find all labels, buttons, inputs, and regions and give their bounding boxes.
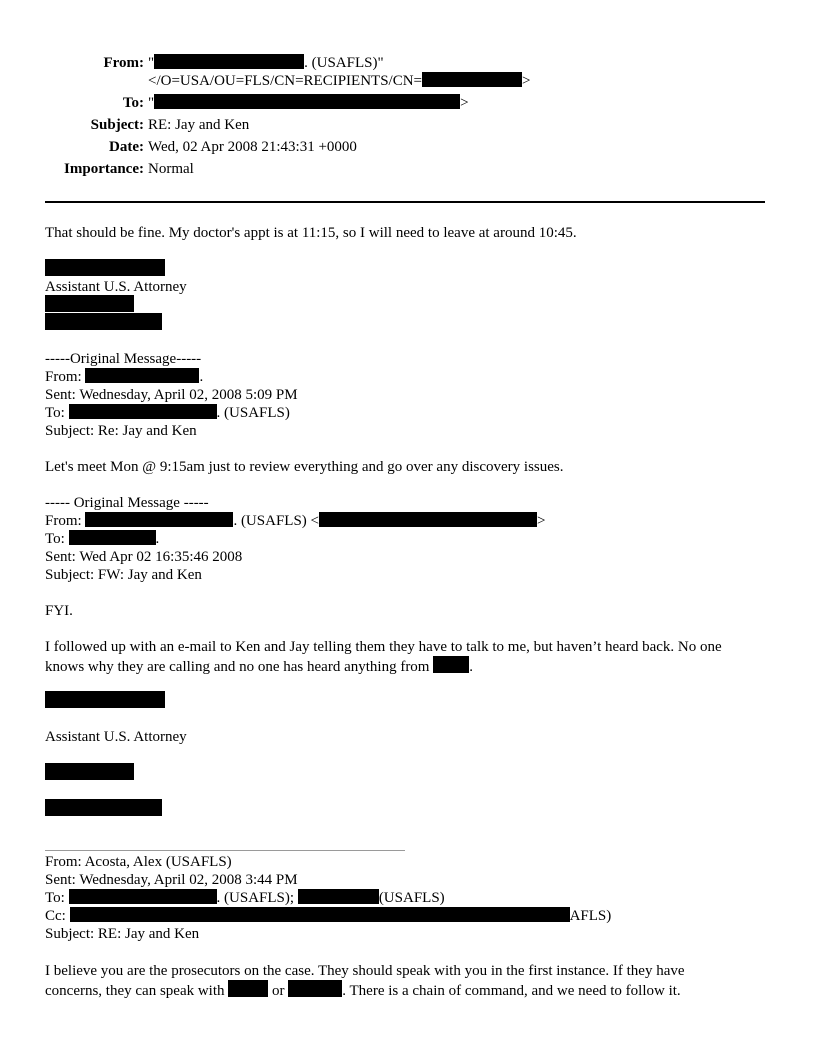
- to-suffix: >: [460, 95, 469, 111]
- signature-line-redacted: [45, 799, 162, 819]
- redaction-block: [154, 94, 460, 109]
- header-date-row: [0, 138, 816, 156]
- to-label: To:: [122, 95, 144, 111]
- redaction-block: [45, 691, 165, 708]
- msg2-fyi: FYI.: [45, 603, 73, 619]
- msg3-text-line2-prefix: concerns, they can speak with: [45, 983, 229, 999]
- msg1-to-label: To:: [45, 405, 69, 421]
- msg2-text-line2-prefix: knows why they are calling and no one has heard anything from: [45, 659, 434, 675]
- redaction-block: [319, 512, 537, 527]
- msg2-to: [45, 530, 159, 548]
- from-quote: ": [148, 55, 155, 71]
- header-importance-row: [0, 160, 816, 178]
- redaction-block: [422, 72, 522, 87]
- header-from-row: [0, 54, 816, 72]
- redaction-block: [45, 259, 165, 276]
- msg2-to-label: To:: [45, 531, 69, 547]
- signature-line-redacted: [45, 295, 134, 315]
- header-to-row: [0, 94, 816, 112]
- msg1-text: Let's meet Mon @ 9:15am just to review everything and go over any discovery issues.: [45, 459, 564, 475]
- msg1-from-suffix: .: [199, 369, 204, 385]
- redaction-block: [45, 313, 162, 330]
- importance-label: Importance:: [64, 161, 144, 177]
- redaction-block: [85, 368, 199, 383]
- header-subject-row: [0, 116, 816, 134]
- msg3-subject: Subject: RE: Jay and Ken: [45, 926, 200, 942]
- msg3-cc-end: AFLS): [569, 908, 612, 924]
- reply-text: That should be fine. My doctor's appt is at 11:15, so I will need to leave at around 10:45.: [45, 225, 577, 241]
- msg1-sent: Sent: Wednesday, April 02, 2008 5:09 PM: [45, 387, 298, 403]
- redaction-block: [85, 512, 233, 527]
- msg2-to-suffix: .: [155, 531, 160, 547]
- msg2-text-line1: I followed up with an e-mail to Ken and Jay telling them they have to talk to me, but haven’t heard back. No one: [45, 639, 722, 655]
- redaction-block: [298, 889, 379, 904]
- msg3-text-line2-suffix: . There is a chain of command, and we need to follow it.: [342, 983, 681, 999]
- to-quote: ": [148, 95, 155, 111]
- redaction-block: [69, 404, 217, 419]
- msg3-to-end: (USAFLS): [378, 890, 445, 906]
- from-org: . (USAFLS)": [304, 55, 384, 71]
- msg2-from-org: . (USAFLS) <: [233, 513, 319, 529]
- msg3-to-org: . (USAFLS);: [216, 890, 298, 906]
- redaction-block: [45, 763, 134, 780]
- date-label: Date:: [109, 139, 144, 155]
- msg2-from-end: >: [537, 513, 546, 529]
- msg3-text-line2-mid: or: [268, 983, 289, 999]
- signature-title: Assistant U.S. Attorney: [45, 729, 187, 745]
- msg3-text-line1: I believe you are the prosecutors on the case. They should speak with you in the first instance. If they have: [45, 963, 685, 979]
- signature-title: Assistant U.S. Attorney: [45, 279, 187, 295]
- msg1-from-label: From:: [45, 369, 86, 385]
- msg2-subject: Subject: FW: Jay and Ken: [45, 567, 202, 583]
- msg3-cc-label: Cc:: [45, 908, 70, 924]
- redaction-block: [69, 889, 217, 904]
- msg2-text-line2: [45, 656, 473, 676]
- redaction-block: [70, 907, 570, 922]
- to-value: [148, 94, 469, 112]
- signature-name-redacted: [45, 259, 165, 279]
- msg1-from: [45, 368, 203, 386]
- msg3-to: [45, 889, 445, 907]
- redaction-block: [45, 799, 162, 816]
- msg3-from: From: Acosta, Alex (USAFLS): [45, 854, 232, 870]
- original-message-divider: ----- Original Message -----: [45, 495, 209, 511]
- from-value: [148, 54, 384, 72]
- redaction-block: [288, 980, 342, 997]
- redaction-block: [433, 656, 469, 673]
- msg3-text-line2: [45, 980, 681, 1000]
- redaction-block: [45, 295, 134, 312]
- subject-label: Subject:: [90, 117, 144, 133]
- original-message-divider: -----Original Message-----: [45, 351, 202, 367]
- msg2-from-label: From:: [45, 513, 86, 529]
- from-label: From:: [103, 55, 144, 71]
- signature-line-redacted: [45, 313, 162, 333]
- msg1-to-suffix: . (USAFLS): [216, 405, 290, 421]
- redaction-block: [69, 530, 156, 545]
- header-from-address: [148, 72, 530, 90]
- redaction-block: [154, 54, 304, 69]
- date-value: Wed, 02 Apr 2008 21:43:31 +0000: [148, 139, 357, 155]
- from-address-prefix: </O=USA/OU=FLS/CN=RECIPIENTS/CN=: [148, 73, 422, 89]
- msg3-sent: Sent: Wednesday, April 02, 2008 3:44 PM: [45, 872, 298, 888]
- msg3-to-label: To:: [45, 890, 69, 906]
- msg3-cc: [45, 907, 611, 925]
- from-address-suffix: >: [522, 73, 531, 89]
- signature-name-redacted: [45, 691, 165, 711]
- message-separator: [45, 850, 405, 851]
- signature-line-redacted: [45, 763, 134, 783]
- header-divider: [45, 201, 765, 203]
- msg2-text-line2-suffix: .: [469, 659, 473, 675]
- importance-value: Normal: [148, 161, 194, 177]
- msg1-to: [45, 404, 290, 422]
- subject-value: RE: Jay and Ken: [148, 117, 250, 133]
- msg2-sent: Sent: Wed Apr 02 16:35:46 2008: [45, 549, 243, 565]
- msg1-subject: Subject: Re: Jay and Ken: [45, 423, 197, 439]
- redaction-block: [228, 980, 268, 997]
- msg2-from: [45, 512, 545, 530]
